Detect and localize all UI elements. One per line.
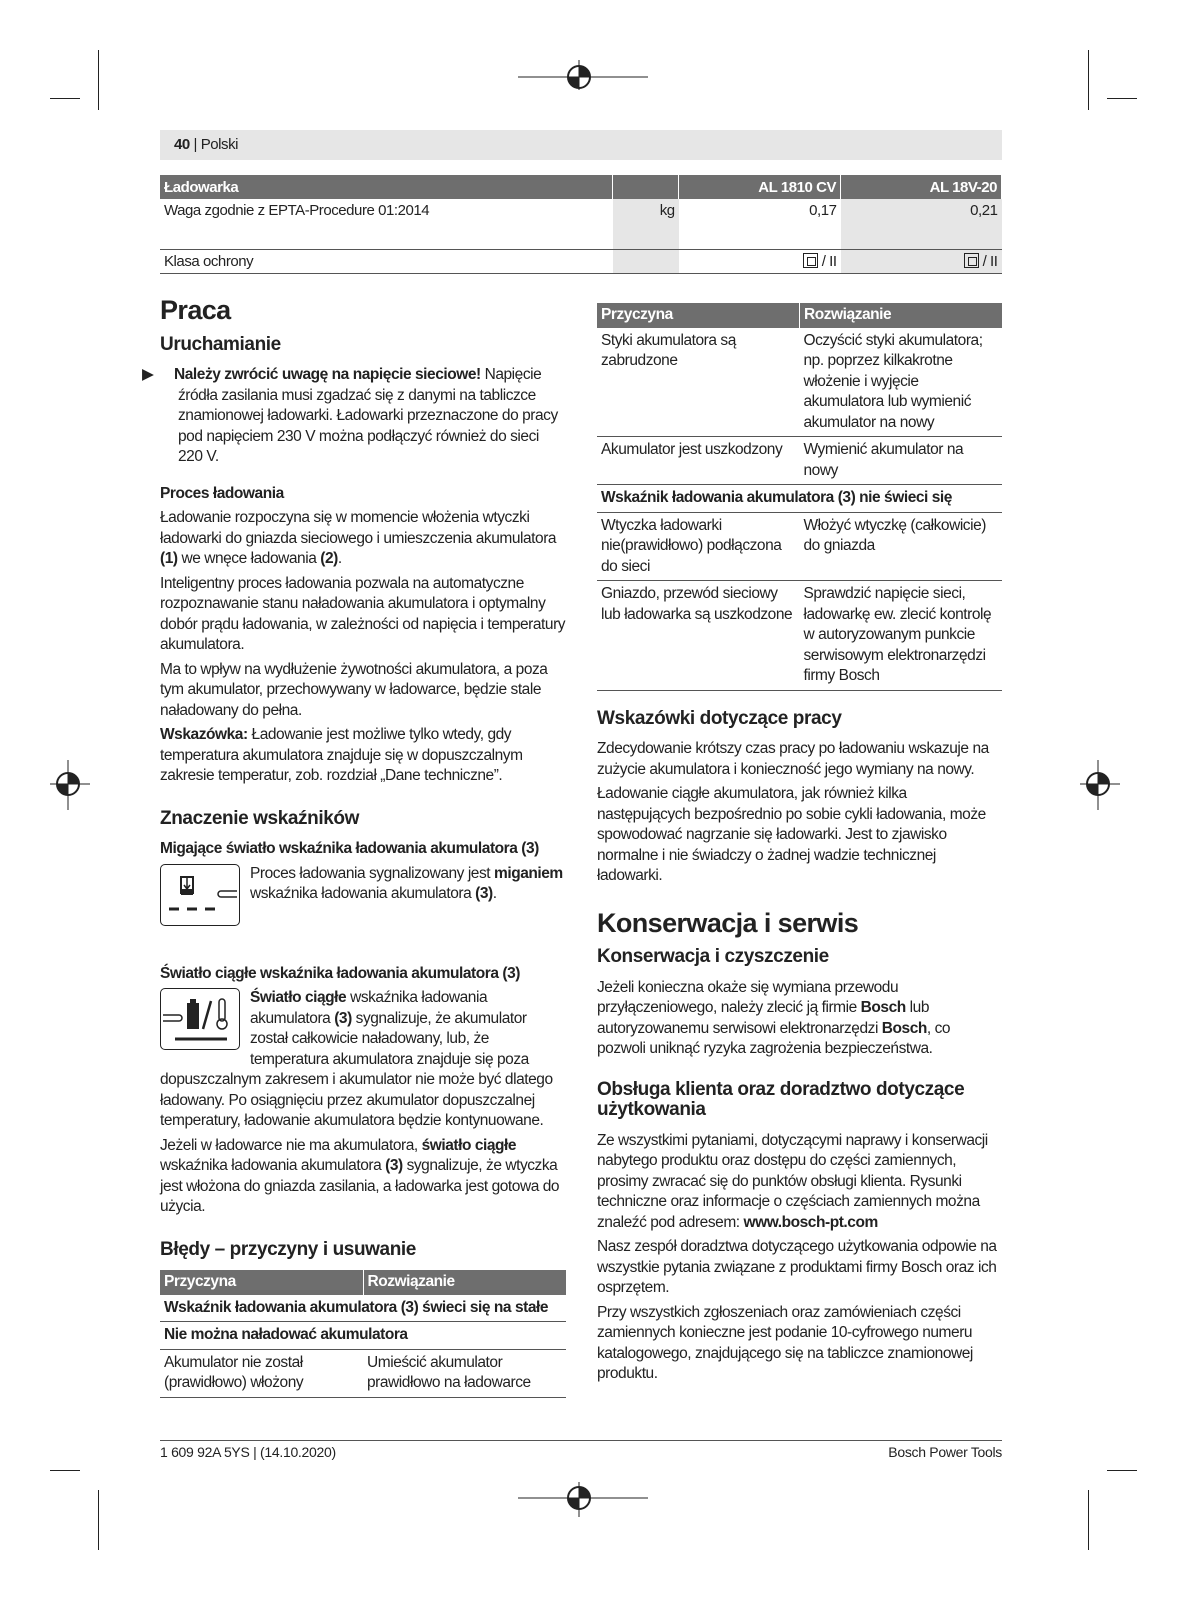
cause-cell: Akumulator jest uszkodzony: [597, 437, 800, 485]
subsection-heading: Konserwacja i czyszczenie: [597, 946, 829, 967]
value-cell: 0,17: [679, 199, 841, 249]
text: lub autoryzowanemu serwisowi elektronarzędzi: [597, 999, 929, 1037]
fix-cell: Oczyścić styki akumulatora; np. poprzez kilkakrotne włożenie i wyjęcie akumulatora lub wymienić akumulator na nowy: [800, 328, 1003, 437]
text: Bosch: [881, 1019, 927, 1037]
crop-mark: [1088, 50, 1089, 110]
table-section-row: [160, 1322, 566, 1350]
header-cell: Przyczyna: [597, 303, 800, 328]
section-label: Nie można naładować akumulatora: [160, 1322, 566, 1350]
header-cell: [613, 175, 679, 199]
text: Proces ładowania sygnalizowany jest: [250, 864, 494, 882]
cause-cell: Akumulator nie został (prawidłowo) włożony: [160, 1349, 363, 1397]
text: Jeżeli konieczna okaże się wymiana przewodu przyłączeniowego, należy zlecić ją firmie: [597, 978, 899, 1016]
text: (2): [320, 550, 338, 567]
triangle-bullet-icon: ▶: [142, 366, 154, 383]
subsection-heading: Błędy – przyczyny i usuwanie: [160, 1238, 416, 1260]
header-cell: AL 18V-20: [841, 175, 1002, 199]
table-row: [160, 199, 1002, 249]
table-row: [597, 581, 1002, 691]
crop-mark: [1088, 1490, 1089, 1550]
text: Jeżeli w ładowarce nie ma akumulatora,: [160, 1136, 422, 1154]
paragraph: [160, 508, 566, 570]
paragraph: [160, 725, 566, 787]
paragraph: Ładowanie ciągłe akumulatora, jak również kilka następujących bezpośrednio po sobie cykli ładowania, może spowodować nagrzanie się ładowarki. Jest to zjawisko normalne i nie świadczy o żadnej wadzie technicznej ładowarki.: [597, 785, 986, 884]
crop-mark: [1107, 1470, 1137, 1471]
paragraph: Ma to wpływ na wydłużenie żywotności akumulatora, a poza tym akumulator, przechowywany w ładowarce, będzie stale naładowany do pełna.: [160, 660, 548, 719]
registration-mark-icon: [518, 50, 648, 90]
unit-cell: kg: [613, 199, 679, 249]
registration-mark-icon: [1080, 760, 1120, 810]
left-column: [142, 295, 566, 1398]
row-label: Klasa ochrony: [160, 249, 613, 273]
table-row: [160, 249, 1002, 273]
text: .: [337, 550, 342, 567]
table-row: [597, 437, 1002, 485]
protection-class-icon: [803, 253, 818, 268]
page-header: 40 | Polski: [160, 130, 1002, 160]
bold-text: Należy zwrócić uwagę na napięcie sieciowe!: [174, 366, 481, 383]
paragraph: Inteligentny proces ładowania pozwala na automatyczne rozpoznawanie stanu naładowania akumulatora i optymalny dobór prądu ładowania, w zależności od napięcia i temperatury akumulatora.: [160, 574, 566, 653]
fix-cell: Sprawdzić napięcie sieci, ładowarkę ew. zlecić kontrolę w autoryzowanym punkcie serwisowym elektronarzędzi firmy Bosch: [800, 581, 1003, 691]
table-section-row: [160, 1295, 566, 1322]
website-link[interactable]: www.bosch-pt.com: [743, 1213, 878, 1231]
subsection-heading: Obsługa klienta oraz doradztwo dotyczące użytkowania: [597, 1078, 965, 1120]
table-section-row: [597, 485, 1002, 513]
crop-mark: [98, 50, 99, 110]
crop-mark: [98, 1490, 99, 1550]
text: (3): [385, 1157, 403, 1174]
table-row: [597, 328, 1002, 437]
fix-cell: Wymienić akumulator na nowy: [800, 437, 1003, 485]
steady-indicator-icon: [160, 988, 240, 1050]
page-number: 40: [174, 136, 190, 153]
text: (3): [475, 885, 493, 902]
text: , co pozwoli uniknąć ryzyka zagrożenia bezpieczeństwa.: [597, 1019, 951, 1057]
subheading: Proces ładowania: [160, 484, 284, 502]
cause-cell: Styki akumulatora są zabrudzone: [597, 328, 800, 437]
publisher-name: Bosch Power Tools: [888, 1444, 1002, 1460]
paragraph: [597, 1131, 1002, 1234]
text: Ładowanie jest możliwe tylko wtedy, gdy temperatura akumulatora znajduje się w dopuszczalnym zakresie temperatur, zob. rozdział „Dane techniczne”.: [160, 726, 523, 784]
spec-table: [160, 175, 1002, 274]
text: wskaźnika ładowania akumulatora: [250, 885, 476, 902]
section-heading: Praca: [160, 295, 231, 325]
subheading: Światło ciągłe wskaźnika ładowania akumulatora (3): [160, 964, 520, 982]
text: sygnalizuje, że wtyczka jest włożona do gniazda zasilania, a ładowarka jest gotowa do użycia.: [160, 1157, 560, 1215]
protection-class-value: / II: [982, 252, 998, 270]
right-column: [597, 303, 1002, 1389]
text: wskaźnika ładowania akumulatora: [160, 1157, 386, 1174]
header-cell: Ładowarka: [160, 175, 613, 199]
paragraph: [160, 1136, 566, 1218]
paragraph: [597, 978, 1002, 1060]
text: .: [492, 885, 497, 902]
text: sygnalizuje, że akumulator został całkowicie naładowany, lub, że temperatura akumulatora znajduje się poza dopuszczalnym zakresem i akumulator nie może być dlatego ładowany. Po osiągnięciu przez akumulator dopuszczalnej temperatury, ładowanie akumulatora będzie kontynuowane.: [160, 1009, 553, 1129]
crop-mark: [50, 98, 80, 99]
text: wskaźnika ładowania akumulatora: [250, 989, 488, 1027]
subsection-heading: Znaczenie wskaźników: [160, 807, 359, 829]
header-cell: Rozwiązanie: [800, 303, 1003, 328]
error-table: [160, 1270, 566, 1398]
fix-cell: Umieścić akumulator prawidłowo na ładowarce: [363, 1349, 566, 1397]
language-label: Polski: [200, 136, 238, 153]
crop-mark: [1107, 98, 1137, 99]
registration-mark-icon: [50, 760, 90, 810]
fix-cell: Włożyć wtyczkę (całkowicie) do gniazda: [800, 512, 1003, 581]
text: Ze wszystkimi pytaniami, dotyczącymi naprawy i konserwacji nabytego produktu oraz dostępu do części zamiennych, prosimy zwracać się do punktów obsługi klienta. Rysunki techniczne oraz informacje o częściach zamiennych można znaleźć pod adresem:: [597, 1131, 988, 1231]
text: miganiem: [494, 864, 563, 882]
header-cell: AL 1810 CV: [679, 175, 841, 199]
protection-class-value: / II: [821, 252, 837, 270]
text: światło ciągłe: [421, 1136, 517, 1154]
page-footer: [160, 1440, 1002, 1460]
text: (1): [160, 550, 178, 567]
paragraph: Nasz zespół doradztwa dotyczącego użytkowania odpowie na wszystkie pytania związane z produktami firmy Bosch oraz ich osprzętem.: [597, 1238, 997, 1296]
value-cell: 0,21: [841, 199, 1002, 249]
spec-table-header: [160, 175, 1002, 199]
protection-class-icon: [964, 253, 979, 268]
cause-cell: Wtyczka ładowarki nie(prawidłowo) podłączona do sieci: [597, 512, 800, 581]
subsection-heading: Wskazówki dotyczące pracy: [597, 707, 842, 729]
cause-cell: Gniazdo, przewód sieciowy lub ładowarka są uszkodzone: [597, 581, 800, 691]
table-row: [160, 1349, 566, 1397]
paragraph: Zdecydowanie krótszy czas pracy po ładowaniu wskazuje na zużycie akumulatora i konieczność jego wymiany na nowy.: [597, 740, 989, 778]
paragraph: Przy wszystkich zgłoszeniach oraz zamówieniach części zamiennych konieczne jest podanie 10-cyfrowego numeru katalogowego, znajdującego się na tabliczce znamionowej produktu.: [597, 1303, 973, 1382]
table-row: [597, 512, 1002, 581]
value-cell: [841, 249, 1002, 273]
subheading: Migające światło wskaźnika ładowania akumulatora (3): [160, 840, 539, 857]
section-heading: Konserwacja i serwis: [597, 907, 859, 938]
value-cell: [679, 249, 841, 273]
document-number: 1 609 92A 5YS | (14.10.2020): [160, 1444, 336, 1460]
text: we wnęce ładowania: [177, 550, 321, 567]
text: Bosch: [860, 999, 906, 1016]
text: Światło ciągłe: [250, 989, 347, 1006]
blinking-indicator-icon: [160, 864, 240, 926]
header-cell: Przyczyna: [160, 1270, 363, 1295]
row-label: Waga zgodnie z EPTA-Procedure 01:2014: [160, 199, 613, 249]
text: (3): [334, 1009, 352, 1027]
section-label: Wskaźnik ładowania akumulatora (3) nie świeci się: [597, 485, 1002, 513]
error-table: [597, 303, 1002, 691]
text: Napięcie źródła zasilania musi zgadzać się z danymi na tabliczce znamionowej ładowarki. Ładowarki przeznaczone do pracy pod napięciem 230 V można podłączyć również do sieci 220 V.: [178, 366, 558, 465]
paragraph: [142, 365, 566, 468]
registration-mark-icon: [518, 1482, 648, 1522]
header-cell: Rozwiązanie: [363, 1270, 566, 1295]
text: Ładowanie rozpoczyna się w momencie włożenia wtyczki ładowarki do gniazda sieciowego i umieszczenia akumulatora: [160, 509, 557, 547]
section-label: Wskaźnik ładowania akumulatora (3) świeci się na stałe: [160, 1295, 566, 1322]
crop-mark: [50, 1470, 80, 1471]
text: Wskazówka:: [160, 726, 248, 743]
subsection-heading: Uruchamianie: [160, 333, 281, 355]
